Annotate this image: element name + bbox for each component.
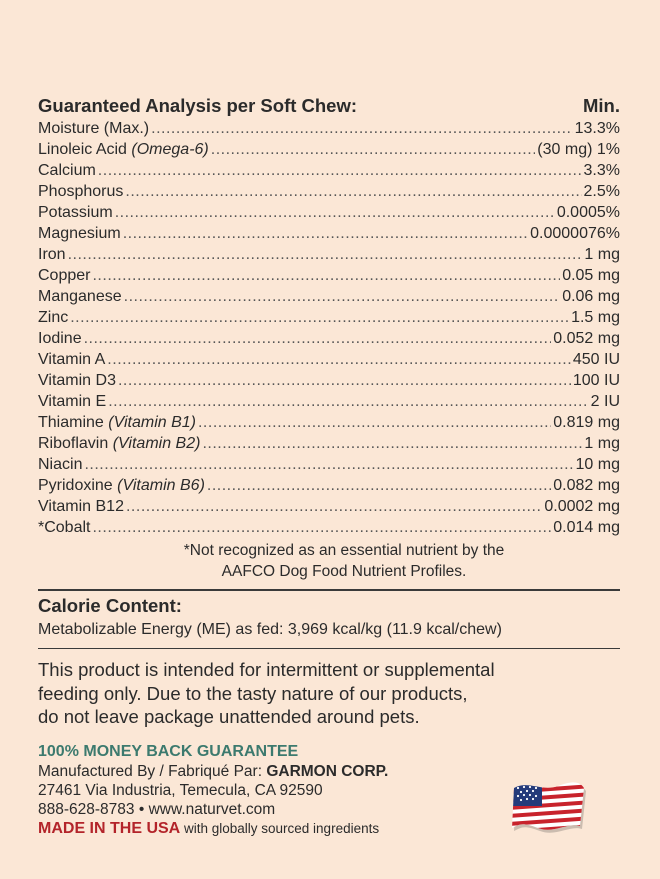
footnote [38, 540, 620, 582]
dot-leader [118, 370, 571, 391]
feeding-notice-line-3: do not leave package unattended around pets. [38, 706, 420, 727]
dot-leader [70, 307, 569, 328]
nutrient-label: Pyridoxine [38, 477, 118, 494]
dot-leader [68, 244, 583, 265]
nutrient-alias: (Vitamin B6) [117, 477, 205, 494]
nutrient-label: Iron [38, 246, 66, 263]
nutrient-value: (30 mg) 1% [537, 141, 620, 158]
analysis-row [38, 244, 620, 265]
nutrient-label: *Cobalt [38, 519, 91, 536]
nutrient-name [38, 286, 122, 307]
nutrient-value: 0.06 mg [562, 288, 620, 305]
dot-leader [124, 286, 561, 307]
dot-leader [126, 496, 542, 517]
nutrient-value: 0.014 mg [553, 519, 620, 536]
manufacturer-name: GARMON CORP. [266, 763, 389, 780]
nutrient-value: 2 IU [590, 393, 620, 410]
analysis-row [38, 496, 620, 517]
nutrient-name [38, 328, 82, 349]
analysis-row [38, 307, 620, 328]
footnote-line-2: AAFCO Dog Food Nutrient Profiles. [221, 563, 467, 580]
money-back-guarantee: 100% MONEY BACK GUARANTEE [38, 743, 299, 760]
nutrient-value: 0.052 mg [553, 330, 620, 347]
nutrient-label: Manganese [38, 288, 122, 305]
nutrient-label: Magnesium [38, 225, 121, 242]
nutrient-value: 3.3% [583, 162, 620, 179]
nutrient-label: Zinc [38, 309, 69, 326]
analysis-row [38, 454, 620, 475]
nutrient-value: 0.0000076% [530, 225, 620, 242]
dot-leader [108, 391, 588, 412]
nutrient-alias: (Omega-6) [131, 141, 209, 158]
dot-leader [211, 139, 536, 160]
nutrient-label: Niacin [38, 456, 83, 473]
nutrient-name [38, 454, 82, 475]
nutrient-label: Iodine [38, 330, 82, 347]
nutrient-value: 0.0005% [556, 204, 620, 221]
nutrient-label: Phosphorus [38, 183, 124, 200]
dot-leader [84, 454, 573, 475]
nutrient-name [38, 517, 90, 538]
nutrient-alias: (Vitamin B2) [112, 435, 201, 452]
nutrient-value: 2.5% [583, 183, 620, 200]
dot-leader [123, 223, 528, 244]
analysis-row [38, 349, 620, 370]
calorie-title: Calorie Content: [38, 595, 182, 616]
dot-leader [125, 181, 581, 202]
nutrient-name [38, 265, 90, 286]
dot-leader [198, 412, 551, 433]
analysis-row [38, 475, 620, 496]
manufacturer-info [38, 742, 388, 839]
nutrient-label: Moisture (Max.) [38, 120, 150, 137]
nutrient-value: 0.0002 mg [544, 498, 620, 515]
nutrient-value: 0.819 mg [553, 414, 620, 431]
dot-leader [202, 433, 582, 454]
nutrient-name [38, 496, 124, 517]
analysis-row [38, 391, 620, 412]
manufactured-by [38, 762, 388, 781]
analysis-row [38, 412, 620, 433]
nutrient-value: 13.3% [574, 120, 620, 137]
analysis-row [38, 517, 620, 538]
feeding-notice [38, 658, 620, 729]
dot-leader [98, 160, 582, 181]
analysis-row [38, 328, 620, 349]
made-in-label: MADE IN THE USA [38, 820, 181, 837]
analysis-row [38, 265, 620, 286]
nutrient-label: Vitamin E [38, 393, 107, 410]
feeding-notice-line-2: feeding only. Due to the tasty nature of our products, [38, 682, 468, 704]
analysis-row [38, 160, 620, 181]
nutrient-label: Vitamin D3 [38, 372, 116, 389]
nutrient-value: 0.05 mg [562, 267, 620, 284]
nutrient-label: Linoleic Acid [38, 141, 132, 158]
made-in-suffix: with globally sourced ingredients [180, 821, 380, 836]
analysis-row [38, 433, 620, 454]
analysis-rows [38, 118, 620, 538]
nutrient-label: Vitamin A [38, 351, 106, 368]
divider [38, 589, 620, 591]
contact: 888-628-8783 • www.naturvet.com [38, 801, 276, 818]
nutrient-name [38, 391, 106, 412]
analysis-row [38, 181, 620, 202]
manufactured-label: Manufactured By / Fabriqué Par: [38, 763, 267, 780]
nutrient-label: Riboflavin [38, 435, 113, 452]
nutrient-label: Copper [38, 267, 91, 284]
calorie-text: Metabolizable Energy (ME) as fed: 3,969 kcal/kg (11.9 kcal/chew) [38, 621, 502, 638]
nutrient-label: Calcium [38, 162, 96, 179]
analysis-row [38, 286, 620, 307]
nutrient-value: 100 IU [572, 372, 620, 389]
analysis-row [38, 118, 620, 139]
analysis-row [38, 139, 620, 160]
feeding-notice-line-1: This product is intended for intermittent or supplemental [38, 659, 495, 680]
made-in-usa [38, 819, 388, 839]
nutrient-label: Vitamin B12 [38, 498, 124, 515]
nutrient-name [38, 160, 96, 181]
nutrient-name [38, 370, 116, 391]
nutrient-value: 1.5 mg [571, 309, 620, 326]
nutrient-label: Potassium [38, 204, 113, 221]
nutrient-label: Thiamine [38, 414, 109, 431]
analysis-row [38, 202, 620, 223]
nutrient-name [38, 223, 121, 244]
nutrient-name [38, 433, 200, 454]
nutrient-value: 450 IU [572, 351, 620, 368]
nutrient-name [38, 349, 105, 370]
nutrient-name [38, 307, 68, 328]
nutrient-alias: (Vitamin B1) [108, 414, 196, 431]
divider [38, 648, 620, 649]
analysis-row [38, 370, 620, 391]
dot-leader [207, 475, 551, 496]
guaranteed-analysis-header [38, 95, 620, 117]
nutrient-value: 1 mg [584, 435, 620, 452]
nutrient-name [38, 475, 205, 496]
nutrient-name [38, 139, 209, 160]
nutrient-value: 0.082 mg [553, 477, 620, 494]
nutrient-name [38, 118, 149, 139]
nutrient-value: 1 mg [584, 246, 620, 263]
label-panel [38, 95, 620, 729]
dot-leader [92, 265, 560, 286]
min-label: Min. [583, 95, 620, 116]
dot-leader [115, 202, 555, 223]
nutrient-value: 10 mg [575, 456, 620, 473]
address: 27461 Via Industria, Temecula, CA 92590 [38, 782, 323, 799]
us-flag-icon [508, 778, 588, 836]
footnote-line-1: *Not recognized as an essential nutrient by the [183, 542, 505, 559]
nutrient-name [38, 202, 113, 223]
dot-leader [84, 328, 552, 349]
analysis-row [38, 223, 620, 244]
dot-leader [151, 118, 573, 139]
nutrient-name [38, 412, 196, 433]
analysis-title: Guaranteed Analysis per Soft Chew: [38, 95, 358, 116]
dot-leader [107, 349, 571, 370]
dot-leader [92, 517, 551, 538]
nutrient-name [38, 244, 66, 265]
nutrient-name [38, 181, 123, 202]
